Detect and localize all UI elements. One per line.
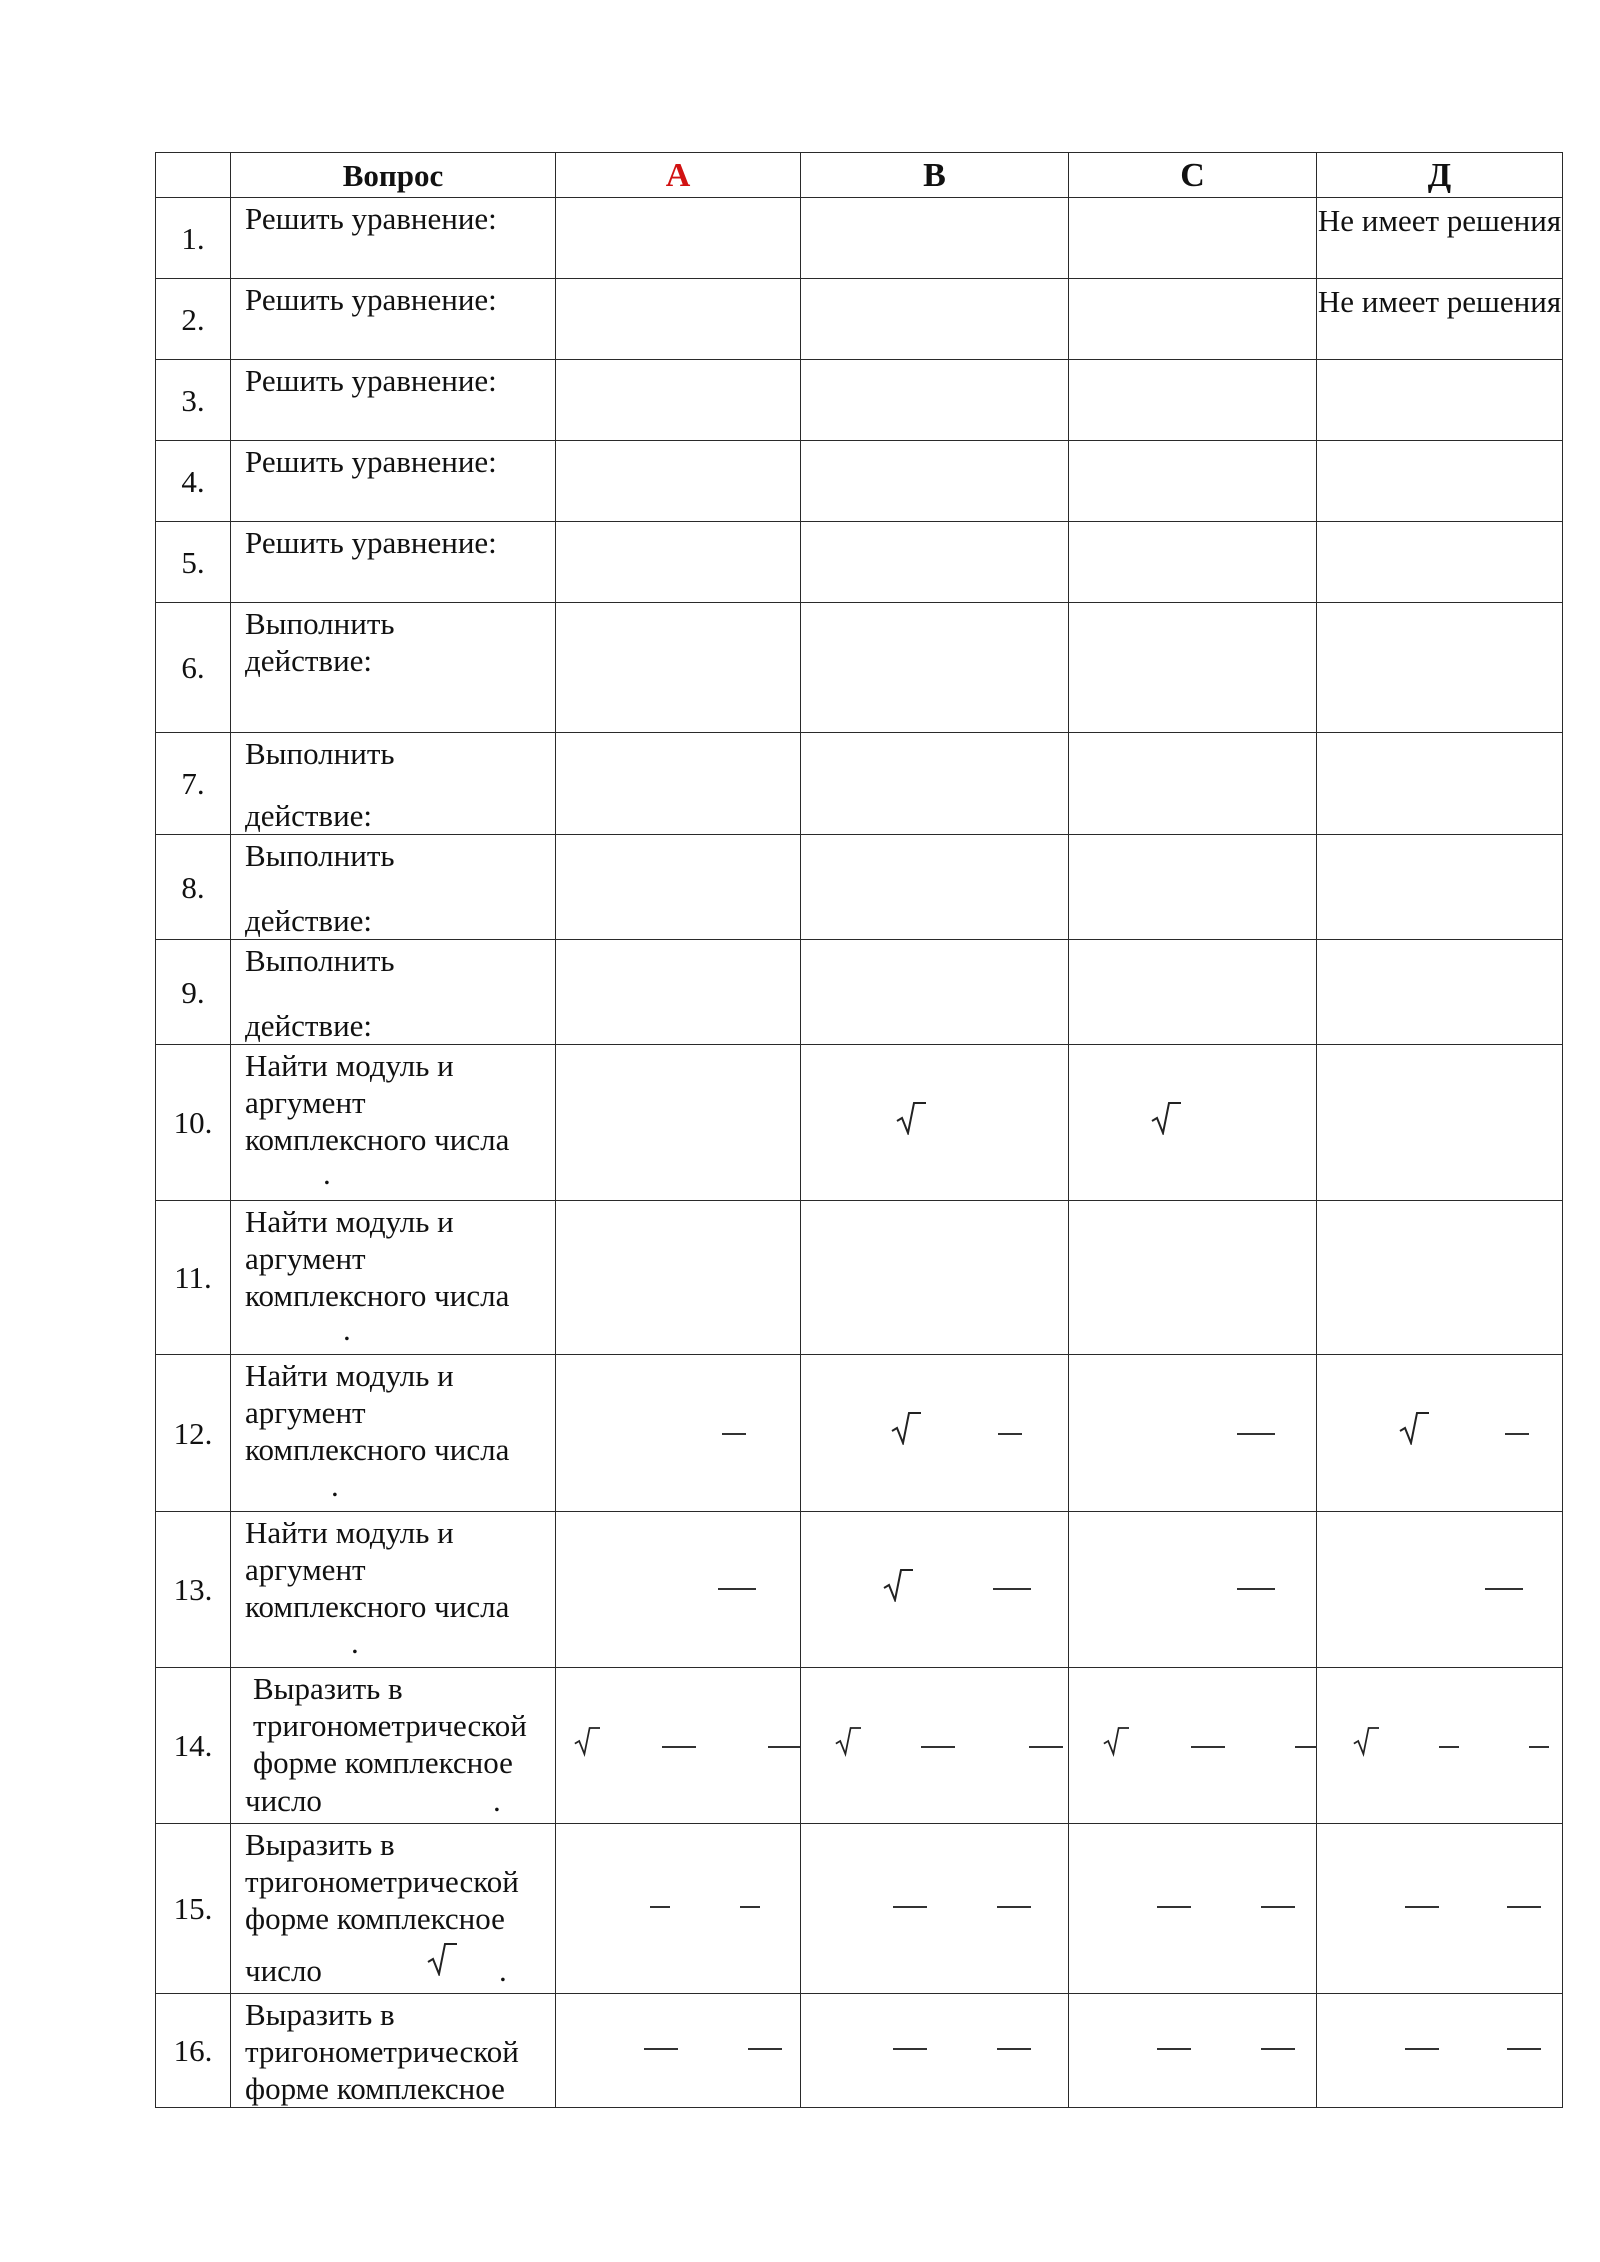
row-number: 2. [156,279,231,360]
fraction-bar-icon [1507,1906,1541,1908]
question-line: Выполнить [245,838,395,873]
question-line: действие: [245,903,373,938]
header-question: Вопрос [231,153,556,198]
fraction-bar-icon [748,2048,782,2050]
trailing-dot: . [351,1625,359,1660]
answer-c [1069,198,1317,279]
row-number: 8. [156,835,231,940]
question-text: Выразить в тригонометрической форме комплексное [245,1827,519,1936]
answer-b [801,1994,1069,2108]
fraction-bar-icon [993,1588,1031,1590]
answer-a [556,603,801,733]
fraction-bar-icon [1237,1588,1275,1590]
question-cell [231,1355,556,1512]
question-text: Найти модуль и аргумент комплексного числа [245,1358,510,1467]
answer-d [1317,1668,1563,1824]
answer-c [1069,279,1317,360]
table-row [156,522,1563,603]
answer-c [1069,1045,1317,1201]
answer-a [556,940,801,1045]
answer-c [1069,1355,1317,1512]
answer-c [1069,1201,1317,1355]
answer-a [556,1512,801,1668]
fraction-bar-icon [1029,1746,1063,1748]
answer-c [1069,733,1317,835]
fraction-bar-icon [722,1433,746,1435]
answer-d [1317,198,1563,279]
fraction-bar-icon [1507,2048,1541,2050]
answer-d [1317,360,1563,441]
answer-b [801,279,1069,360]
answer-c [1069,522,1317,603]
header-corner [156,153,231,198]
fraction-bar-icon [997,2048,1031,2050]
question-line: действие: [245,643,373,678]
fraction-bar-icon [997,1906,1031,1908]
answer-c [1069,603,1317,733]
answer-a [556,1668,801,1824]
fraction-bar-icon [650,1906,670,1908]
sqrt-icon [891,1411,921,1445]
row-number: 4. [156,441,231,522]
trailing-dot: . [493,1783,501,1818]
question-cell: Решить уравнение: [231,279,556,360]
answer-a [556,1201,801,1355]
table-row [156,279,1563,360]
answer-d [1317,835,1563,940]
answer-b [801,1045,1069,1201]
answer-a [556,1824,801,1994]
no-solution-text: Не имеет решения [1317,284,1562,319]
answer-b [801,1355,1069,1512]
row-number: 3. [156,360,231,441]
sqrt-icon [896,1101,926,1135]
question-tail-word: число [245,1783,322,1818]
answer-c [1069,835,1317,940]
answer-d [1317,1045,1563,1201]
answer-b [801,835,1069,940]
fraction-bar-icon [1505,1433,1529,1435]
row-number: 12. [156,1355,231,1512]
fraction-bar-icon [921,1746,955,1748]
row-number: 13. [156,1512,231,1668]
question-cell: Решить уравнение: [231,522,556,603]
answer-d [1317,940,1563,1045]
answer-a [556,522,801,603]
question-tail-word: число [245,1953,322,1988]
question-text: Найти модуль и аргумент комплексного числа [245,1048,510,1157]
table-row [156,1668,1563,1824]
header-row [156,153,1563,198]
table-row [156,835,1563,940]
question-text: Найти модуль и аргумент комплексного числа [245,1515,510,1624]
table-row [156,198,1563,279]
row-number: 15. [156,1824,231,1994]
answer-d [1317,733,1563,835]
answer-d [1317,279,1563,360]
answer-d [1317,522,1563,603]
fraction-bar-icon [1157,1906,1191,1908]
answer-a [556,1045,801,1201]
fraction-bar-icon [768,1746,800,1748]
table-row [156,1512,1563,1668]
table-row [156,1355,1563,1512]
answer-c [1069,1994,1317,2108]
fraction-bar-icon [1405,1906,1439,1908]
answer-b [801,733,1069,835]
table-row [156,1045,1563,1201]
table-row [156,603,1563,733]
test-table [155,152,1563,2108]
answer-d [1317,441,1563,522]
fraction-bar-icon [1157,2048,1191,2050]
answer-c [1069,940,1317,1045]
fraction-bar-icon [1485,1588,1523,1590]
answer-b [801,603,1069,733]
fraction-bar-icon [893,1906,927,1908]
fraction-bar-icon [1439,1746,1459,1748]
answer-b [801,1201,1069,1355]
row-number: 14. [156,1668,231,1824]
trailing-dot: . [331,1468,339,1503]
header-option-a: A [556,153,801,198]
answer-b [801,940,1069,1045]
question-cell [231,733,556,835]
question-cell: Решить уравнение: [231,360,556,441]
sqrt-icon [427,1942,457,1976]
sqrt-icon [883,1568,913,1602]
answer-a [556,733,801,835]
answer-b [801,1668,1069,1824]
answer-b [801,360,1069,441]
question-line: Выполнить [245,736,395,771]
row-number: 1. [156,198,231,279]
answer-c [1069,360,1317,441]
answer-b [801,522,1069,603]
sqrt-icon [574,1724,600,1758]
question-cell [231,1201,556,1355]
answer-d [1317,603,1563,733]
sqrt-icon [1151,1101,1181,1135]
no-solution-text: Не имеет решения [1317,203,1562,238]
question-cell [231,603,556,733]
sqrt-icon [1103,1724,1129,1758]
row-number: 6. [156,603,231,733]
header-option-b: B [801,153,1069,198]
trailing-dot: . [323,1156,331,1191]
fraction-bar-icon [1191,1746,1225,1748]
answer-d [1317,1355,1563,1512]
answer-a [556,279,801,360]
question-cell [231,940,556,1045]
table-row [156,940,1563,1045]
row-number: 11. [156,1201,231,1355]
question-line: Выполнить [245,606,395,641]
fraction-bar-icon [1261,2048,1295,2050]
row-number: 7. [156,733,231,835]
question-cell: Решить уравнение: [231,441,556,522]
sqrt-icon [1399,1411,1429,1445]
answer-a [556,1355,801,1512]
sqrt-icon [835,1724,861,1758]
table-row [156,1824,1563,1994]
answer-a [556,441,801,522]
header-option-c: C [1069,153,1317,198]
question-text: Выразить в тригонометрической форме комплексное [245,1997,519,2106]
fraction-bar-icon [662,1746,696,1748]
answer-a [556,835,801,940]
question-line: Выполнить [245,943,395,978]
answer-a [556,360,801,441]
answer-c [1069,1512,1317,1668]
fraction-bar-icon [893,2048,927,2050]
answer-a [556,1994,801,2108]
fraction-bar-icon [1529,1746,1549,1748]
answer-b [801,198,1069,279]
fraction-bar-icon [718,1588,756,1590]
question-cell [231,835,556,940]
answer-c [1069,1668,1317,1824]
question-cell [231,1994,556,2108]
row-number: 9. [156,940,231,1045]
trailing-dot: . [499,1953,507,1988]
table-row [156,360,1563,441]
trailing-dot: . [343,1312,351,1347]
fraction-bar-icon [1237,1433,1275,1435]
table-row [156,1201,1563,1355]
question-cell [231,1512,556,1668]
answer-d [1317,1201,1563,1355]
answer-c [1069,441,1317,522]
fraction-bar-icon [1405,2048,1439,2050]
table-row [156,1994,1563,2108]
answer-d [1317,1994,1563,2108]
answer-b [801,441,1069,522]
answer-d [1317,1512,1563,1668]
table-row [156,733,1563,835]
question-text: Выразить в тригонометрической форме комплексное [253,1671,527,1780]
fraction-bar-icon [1295,1746,1317,1748]
header-option-d: Д [1317,153,1563,198]
fraction-bar-icon [740,1906,760,1908]
fraction-bar-icon [998,1433,1022,1435]
question-cell: Решить уравнение: [231,198,556,279]
question-text: Найти модуль и аргумент комплексного числа [245,1204,510,1313]
answer-c [1069,1824,1317,1994]
question-cell [231,1824,556,1994]
question-line: действие: [245,798,373,833]
question-cell [231,1668,556,1824]
row-number: 16. [156,1994,231,2108]
answer-b [801,1824,1069,1994]
fraction-bar-icon [1261,1906,1295,1908]
answer-d [1317,1824,1563,1994]
table-row [156,441,1563,522]
fraction-bar-icon [644,2048,678,2050]
answer-a [556,198,801,279]
question-line: действие: [245,1008,373,1043]
row-number: 10. [156,1045,231,1201]
sqrt-icon [1353,1724,1379,1758]
question-cell [231,1045,556,1201]
row-number: 5. [156,522,231,603]
answer-b [801,1512,1069,1668]
